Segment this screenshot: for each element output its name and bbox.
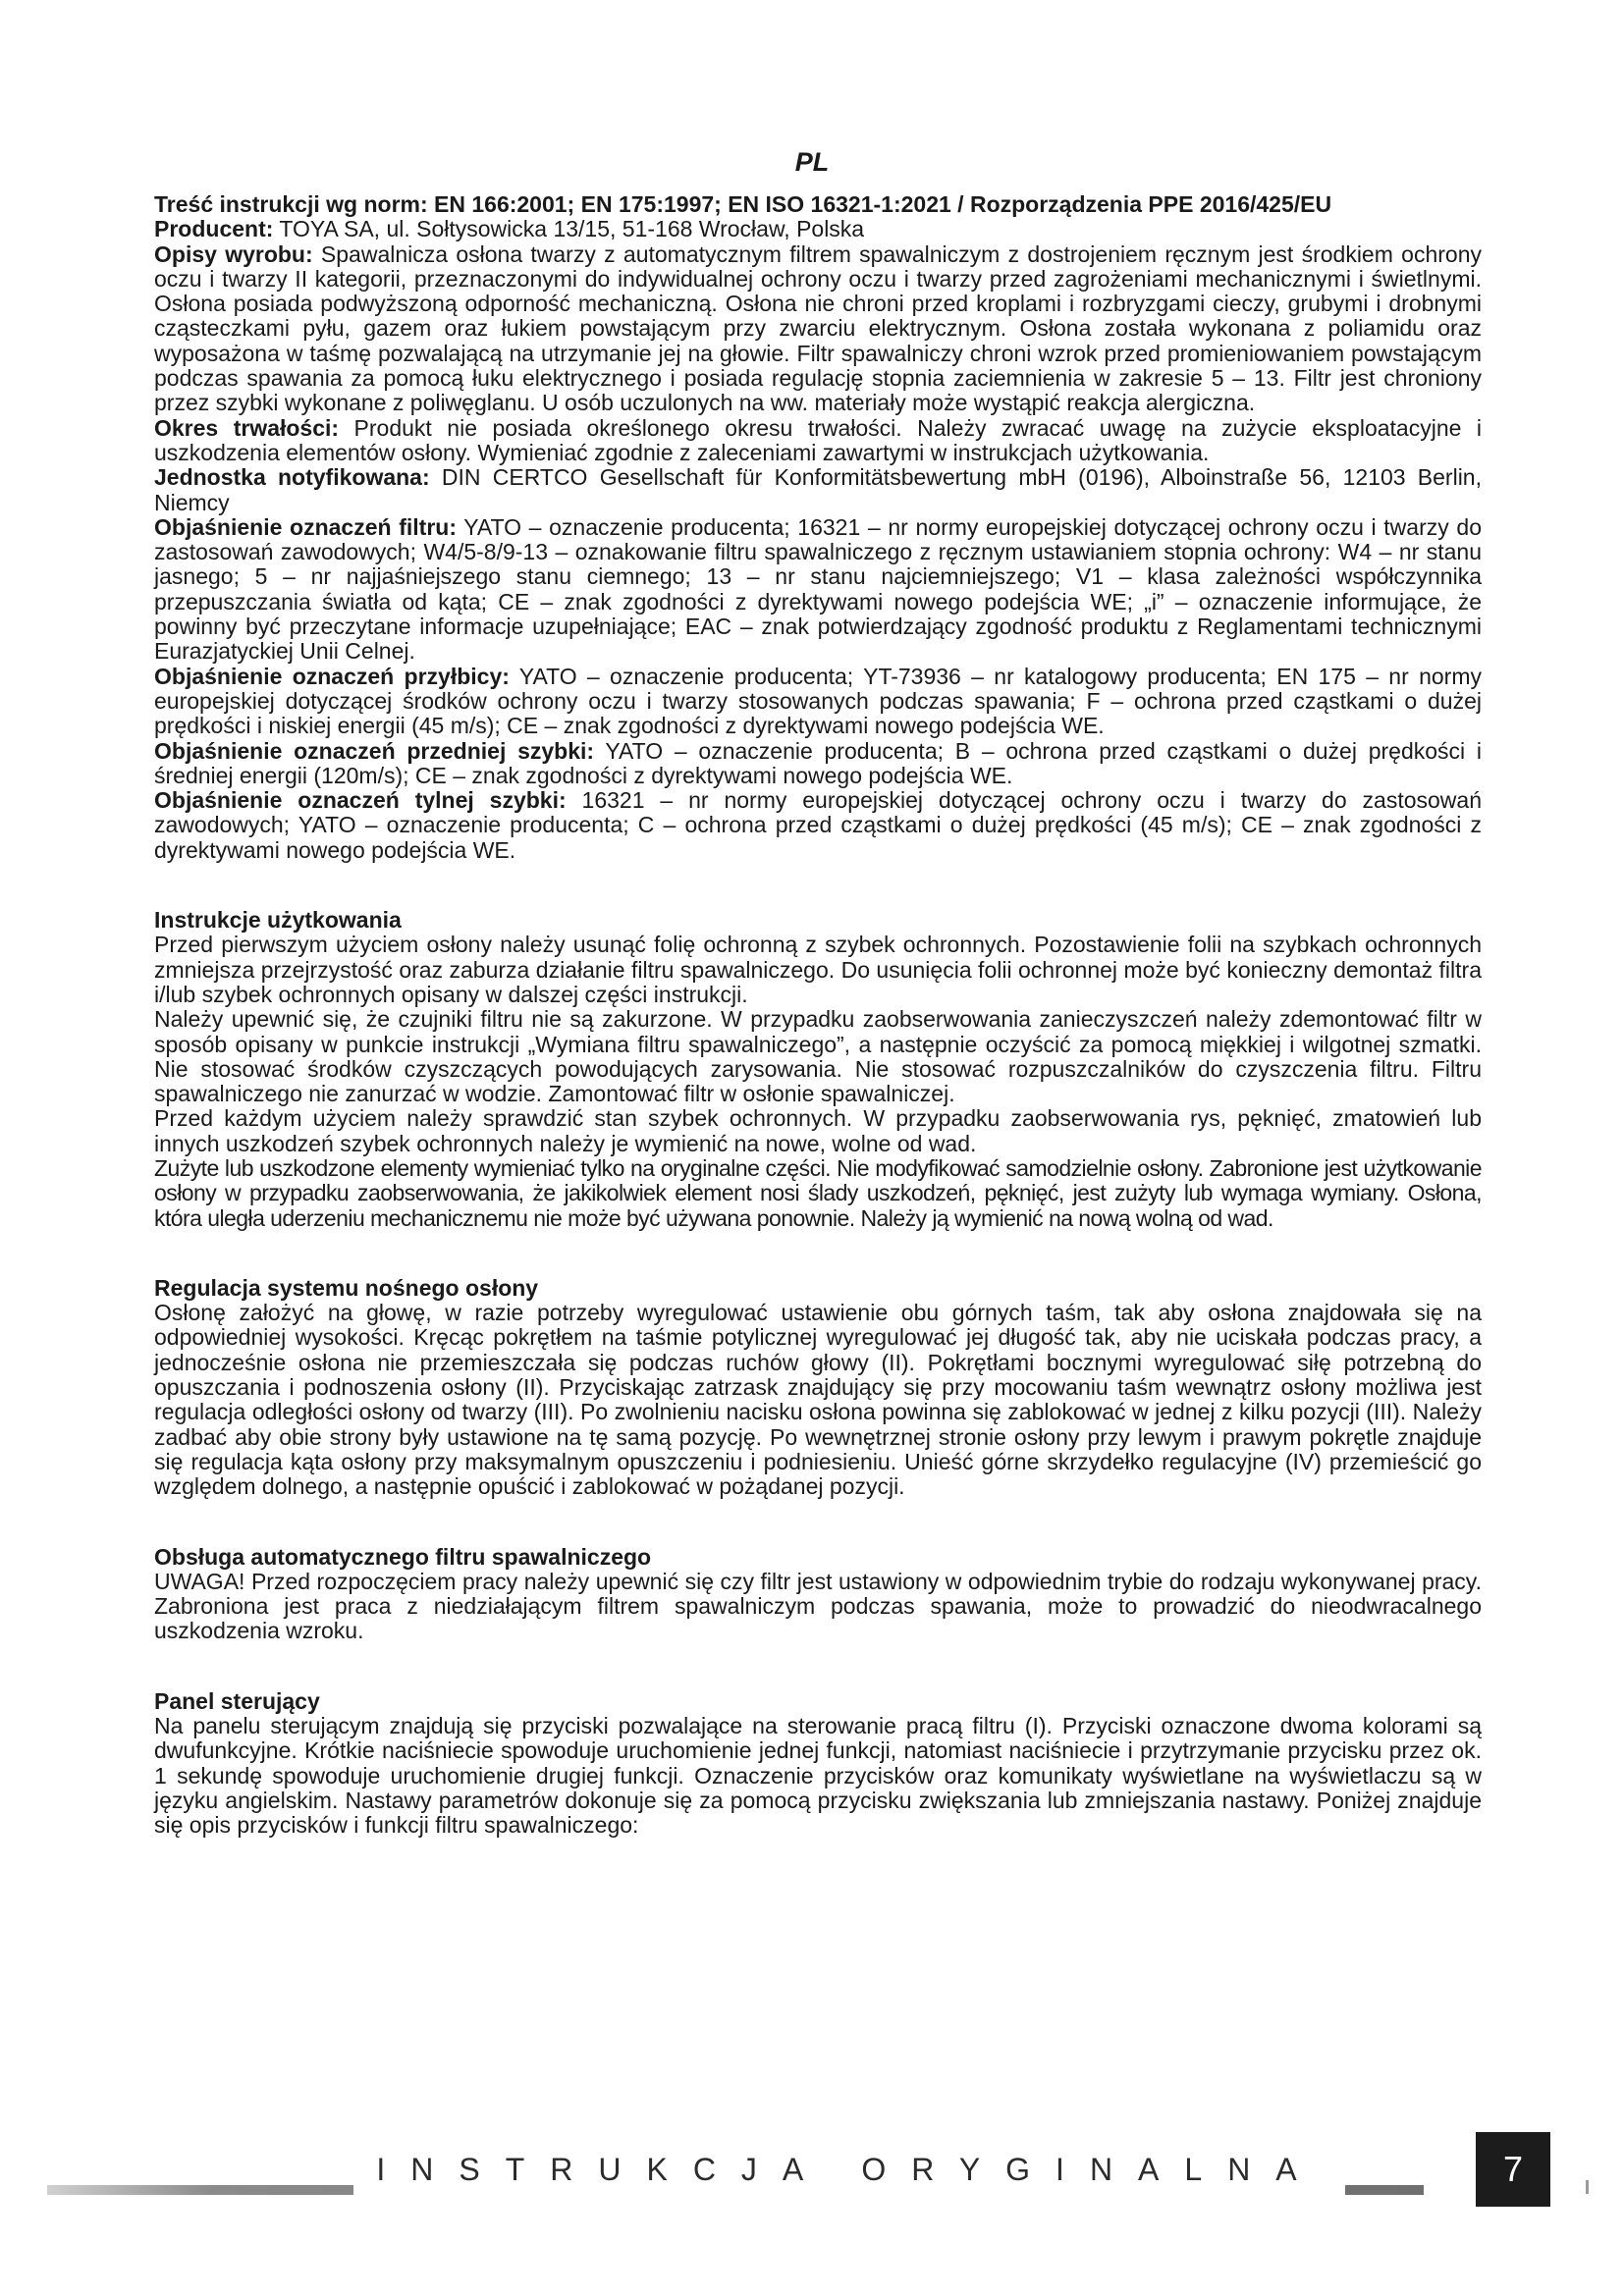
intro-filter-markings: Objaśnienie oznaczeń filtru: YATO – oznaczenie producenta; 16321 – nr normy europejskiej dotyczącej ochrony oczu i twarzy do zastosowań zawodowych; W4/5-8/9-13 – oznakowanie filtru spawalniczego z ręcznym ustawianiem stopnia ochrony: W4 – nr stanu jasnego; 5 – nr najjaśniejszego stanu ciemnego; 13 – nr stanu najciemniejszego; V1 – klasa zależności współczynnika przepuszczania światła od kąta; CE – znak zgodności z dyrektywami nowego podejścia WE; „i” – oznaczenie informujące, że powinny być przeczytane informacje uzupełniające; EAC – znak potwierdzający zgodność produktu z Reglamentami technicznymi Eurazjatyckiej Unii Celnej.: [154, 513, 1482, 665]
intro-product-description: Opisy wyrobu: Spawalnicza osłona twarzy z automatycznym filtrem spawalniczym z dostrojeniem ręcznym jest środkiem ochrony oczu i twarzy II kategorii, przeznaczonymi do indywidualnej ochrony oczu i twarzy przed zagrożeniami mechanicznymi i świetlnymi. Osłona posiada podwyższoną odporność mechaniczną. Osłona nie chroni przed kroplami i rozbryzgami cieczy, grubymi i drobnymi cząsteczkami pyłu, gazem oraz łukiem powstającym przy zwarciu elektrycznym. Osłona została wykonana z poliamidu oraz wyposażona w taśmę pozwalającą na utrzymanie jej na głowie. Filtr spawalniczy chroni wzrok przed promieniowaniem powstającym podczas spawania za pomocą łuku elektrycznego i posiada regulację stopnia zaciemnienia w zakresie 5 – 13. Filtr jest chroniony przez szybki wykonane z poliwęglanu. U osób uczulonych na ww. materiały może wystąpić reakcja alergiczna.: [154, 240, 1482, 416]
headgear-paragraph: Osłonę założyć na głowę, w razie potrzeby wyregulować ustawienie obu górnych taśm, tak aby osłona znajdowała się na odpowiedniej wysokości. Kręcąc pokrętłem na taśmie potylicznej wyregulować jej długość tak, aby nie uciskała podczas pracy, a jednocześnie osłona nie przemieszczała się podczas ruchów głowy (II). Pokrętłami bocznymi wyregulować siłę potrzebną do opuszczania i podnoszenia osłony (II). Przyciskając zatrzask znajdujący się przy mocowaniu taśm wewnątrz osłony możliwa jest regulacja odległości osłony od twarzy (III). Po zwolnieniu nacisku osłona powinna się zablokować w jednej z kilku pozycji (III). Należy zadbać aby obie strony były ustawione na tę samą pozycję. Po wewnętrznej stronie osłony przy lewym i prawym pokrętle znajduje się regulacja kąta osłony przy maksymalnym opuszczeniu i podniesieniu. Unieść górne skrzydełko regulacyjne (IV) przemieścić go względem dolnego, a następnie opuścić i zablokować w pożądanej pozycji.: [154, 1300, 1482, 1500]
intro-norms: Treść instrukcji wg norm: EN 166:2001; EN 175:1997; EN ISO 16321-1:2021 / Rozporządzenia PPE 2016/425/EU: [154, 191, 1332, 217]
intro-visor-markings: Objaśnienie oznaczeń przyłbicy: YATO – oznaczenie producenta; YT-73936 – nr katalogowy producenta; EN 175 – nr normy europejskiej dotyczącej środków ochrony oczu i twarzy stosowanych podczas spawania; F – ochrona przed cząstkami o dużej prędkości i niskiej energii (45 m/s); CE – znak zgodności z dyrektywami nowego podejścia WE.: [154, 663, 1482, 739]
usage-paragraph: Zużyte lub uszkodzone elementy wymieniać tylko na oryginalne części. Nie modyfikować samodzielnie osłony. Zabronione jest użytkowanie osłony w przypadku zaobserwowania, że jakikolwiek element nosi ślady uszkodzeń, pęknięć, jest zużyty lub wymaga wymiany. Osłona, która uległa uderzeniu mechanicznemu nie może być używana ponownie. Należy ją wymienić na nową wolną od wad.: [154, 1154, 1482, 1231]
section-title-filter-operation: Obsługa automatycznego filtru spawalniczego: [154, 1543, 652, 1570]
section-title-headgear: Regulacja systemu nośnego osłony: [154, 1274, 539, 1301]
intro-front-glass-markings: Objaśnienie oznaczeń przedniej szybki: YATO – oznaczenie producenta; B – ochrona przed cząstkami o dużej prędkości i średniej energii (120m/s); CE – znak zgodności z dyrektywami nowego podejścia WE.: [154, 737, 1482, 788]
usage-paragraph: Przed każdym użyciem należy sprawdzić stan szybek ochronnych. W przypadku zaobserwowania rys, pęknięć, zmatowień lub innych uszkodzeń szybek ochronnych należy je wymienić na nowe, wolne od wad.: [154, 1105, 1482, 1156]
footer-caption: INSTRUKCJA ORYGINALNA: [376, 2152, 1323, 2187]
usage-paragraph: Należy upewnić się, że czujniki filtru nie są zakurzone. W przypadku zaobserwowania zanieczyszczeń należy zdemontować filtr w sposób opisany w punkcie instrukcji „Wymiana filtru spawalniczego”, a następnie oczyścić za pomocą miękkiej i wilgotnej szmatki. Nie stosować środków czyszczących powodujących zarysowania. Nie stosować rozpuszczalników do czyszczenia filtru. Filtru spawalniczego nie zanurzać w wodzie. Zamontować filtr w osłonie spawalniczej.: [154, 1006, 1482, 1107]
intro-notified-body: Jednostka notyfikowana: DIN CERTCO Gesellschaft für Konformitätsbewertung mbH (0196), Alboinstraße 56, 12103 Berlin, Niemcy: [154, 464, 1482, 515]
usage-paragraph: Przed pierwszym użyciem osłony należy usunąć folię ochronną z szybek ochronnych. Pozostawienie folii na szybkach ochronnych zmniejsza przejrzystość oraz zaburza działanie filtru spawalniczego. Do usunięcia folii ochronnej może być konieczny demontaż filtra i/lub szybek ochronnych opisany w dalszej części instrukcji.: [154, 932, 1482, 1007]
intro-producer: Producent: TOYA SA, ul. Sołtysowicka 13/15, 51-168 Wrocław, Polska: [154, 216, 865, 242]
language-header: PL: [794, 147, 830, 177]
control-panel-paragraph: Na panelu sterującym znajdują się przyciski pozwalające na sterowanie pracą filtru (I). Przyciski oznaczone dwoma kolorami są dwufunkcyjne. Krótkie naciśniecie spowoduje uruchomienie jednej funkcji, natomiast naciśniecie i przytrzymanie przycisku przez ok. 1 sekundę spowoduje uruchomienie drugiej funkcji. Oznaczenie przycisków oraz komunikaty wyświetlane na wyświetlaczu są w języku angielskim. Nastawy parametrów dokonuje się za pomocą przycisku zwiększania lub zmniejszania nastawy. Poniżej znajduje się opis przycisków i funkcji filtru spawalniczego:: [154, 1713, 1482, 1839]
document-body: [154, 192, 1482, 1839]
section-title-control-panel: Panel sterujący: [154, 1687, 320, 1714]
intro-shelf-life: Okres trwałości: Produkt nie posiada określonego okresu trwałości. Należy zwracać uwagę na zużycie eksploatacyjne i uszkodzenia elementów osłony. Wymieniać zgodnie z zaleceniami zawartymi w instrukcjach użytkowania.: [154, 414, 1482, 465]
page-number: 7: [1476, 2132, 1550, 2207]
edge-tick-mark: [1586, 2180, 1589, 2194]
section-title-usage: Instrukcje użytkowania: [154, 907, 402, 934]
intro-rear-glass-markings: Objaśnienie oznaczeń tylnej szybki: 16321 – nr normy europejskiej dotyczącej ochrony oczu i twarzy do zastosowań zawodowych; YATO – oznaczenie producenta; C – ochrona przed cząstkami o dużej prędkości (45 m/s); CE – znak zgodności z dyrektywami nowego podejścia WE.: [154, 787, 1482, 863]
filter-operation-paragraph: UWAGA! Przed rozpoczęciem pracy należy upewnić się czy filtr jest ustawiony w odpowiednim trybie do rodzaju wykonywanej pracy. Zabroniona jest praca z niedziałającym filtrem spawalniczym podczas spawania, może to prowadzić do nieodwracalnego uszkodzenia wzroku.: [154, 1568, 1482, 1644]
